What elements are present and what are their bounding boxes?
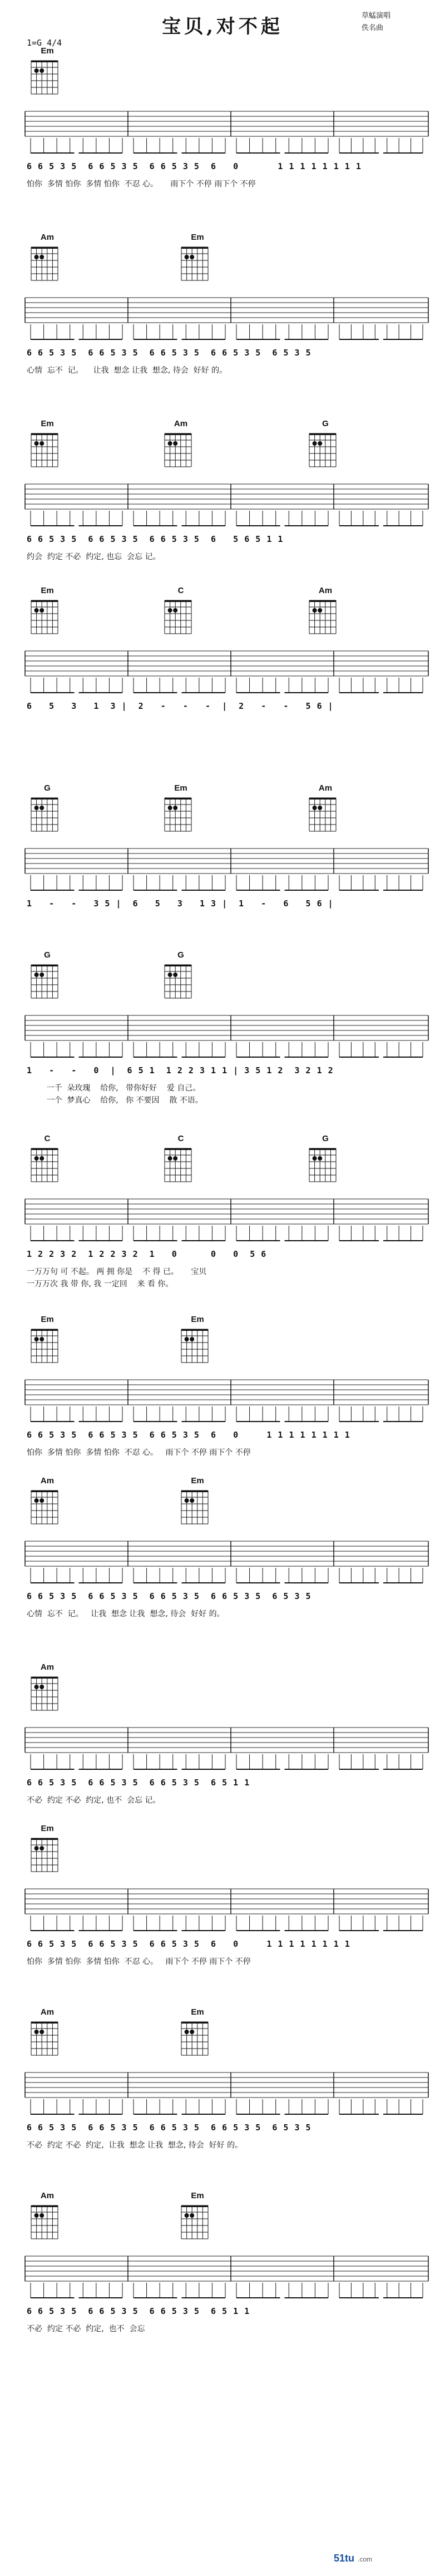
score-system xyxy=(0,1472,445,1658)
jianpu-line: 6 6 5 3 5 6 6 5 3 5 6 6 5 3 5 6 0 1 1 1 1 1 1 1 1 xyxy=(27,1939,350,1949)
chord-diagram xyxy=(172,2007,222,2017)
chord-grid xyxy=(31,1838,58,1872)
chord-name: G xyxy=(44,950,51,960)
chord-diagram xyxy=(300,1134,350,1144)
jianpu-line: 6 6 5 3 5 6 6 5 3 5 6 6 5 3 5 6 6 5 3 5 6 5 3 5 xyxy=(27,2123,312,2133)
chord-grid xyxy=(181,1491,208,1524)
chord-name: C xyxy=(177,1134,184,1143)
chord-diagram xyxy=(300,783,350,793)
chord-diagram xyxy=(172,1476,222,1486)
chord-name: G xyxy=(322,1134,329,1143)
chord-diagram xyxy=(156,586,206,596)
score-system xyxy=(0,1310,445,1472)
chord-grid xyxy=(31,2022,58,2055)
system-notation xyxy=(0,2003,445,2187)
chord-name: Am xyxy=(40,1662,55,1672)
tab-staff xyxy=(25,1015,428,1057)
chord-diagram xyxy=(22,419,72,429)
lyric-line: 不必 约定 不必 约定, 也不 会忘 记。 xyxy=(27,1796,161,1805)
chord-grid xyxy=(165,433,191,467)
tab-staff xyxy=(25,484,428,526)
jianpu-line: 6 6 5 3 5 6 6 5 3 5 6 6 5 3 5 6 6 5 3 5 6 5 3 5 xyxy=(27,348,312,358)
chord-grid xyxy=(309,798,336,831)
chord-grid xyxy=(31,798,58,831)
lyric-line: 约会 约定 不必 约定, 也忘 会忘 记。 xyxy=(27,552,161,561)
chord-diagram xyxy=(22,1134,72,1144)
jianpu-line: 6 6 5 3 5 6 6 5 3 5 6 6 5 3 5 6 0 1 1 1 1 1 1 1 1 xyxy=(27,161,362,171)
system-notation xyxy=(0,581,445,768)
chord-grid xyxy=(309,600,336,634)
chord-name: Am xyxy=(40,233,55,242)
chord-grid xyxy=(181,2022,208,2055)
jianpu-line: 6 6 5 3 5 6 6 5 3 5 6 6 5 3 5 6 5 1 1 xyxy=(27,2306,250,2316)
system-notation xyxy=(0,228,445,414)
chord-diagram xyxy=(22,1824,72,1834)
chord-grid xyxy=(31,1148,58,1182)
chord-grid xyxy=(309,433,336,467)
chord-name: Em xyxy=(174,783,187,793)
jianpu-line: 1 - - 0 | 6 5 1 1 2 2 3 1 1 | 3 5 1 2 3 2 1 2 xyxy=(27,1065,334,1075)
chord-diagram xyxy=(22,1476,72,1486)
chord-diagram xyxy=(22,2007,72,2017)
chord-name: Em xyxy=(41,46,54,56)
chord-diagram xyxy=(156,1134,206,1144)
chord-diagram xyxy=(22,233,72,243)
chord-grid xyxy=(31,1491,58,1524)
credit-line-composer: 佚名曲 xyxy=(362,24,384,32)
score-system xyxy=(0,2003,445,2187)
key-signature: 1=G 4/4 xyxy=(27,38,62,48)
score-system xyxy=(0,414,445,581)
lyric-line: 怕你 多情 怕你 多情 怕你 不忍 心。 雨下个 不停 雨下个 不停 xyxy=(27,1957,251,1966)
chord-name: C xyxy=(177,586,184,595)
chord-name: G xyxy=(44,783,51,793)
chord-diagram xyxy=(172,2191,222,2201)
chord-diagram xyxy=(22,1662,72,1672)
score-system xyxy=(0,946,445,1129)
song-title: 宝贝,对不起 xyxy=(162,16,283,38)
chord-name: Am xyxy=(318,783,333,793)
site-watermark xyxy=(334,2553,372,2564)
score-system xyxy=(0,1658,445,1819)
watermark-brand: 51tu xyxy=(334,2553,355,2564)
chord-name: Am xyxy=(40,2007,55,2017)
score-system xyxy=(0,228,445,414)
tab-staff xyxy=(25,111,428,153)
chord-grid xyxy=(31,247,58,280)
score-system xyxy=(0,581,445,768)
chord-grid xyxy=(165,798,191,831)
jianpu-line: 6 5 3 1 3 | 2 - - - | 2 - - 5 6 | xyxy=(27,701,334,711)
chord-name: G xyxy=(177,950,184,960)
score-system xyxy=(0,1819,445,2003)
chord-grid xyxy=(31,2205,58,2239)
lyric-line: 心情 忘不 记。 让我 想念 让我 想念, 待会 好好 的。 xyxy=(27,1610,225,1618)
chord-grid xyxy=(181,1329,208,1363)
chord-grid xyxy=(165,600,191,634)
system-notation xyxy=(0,1819,445,2003)
score-system xyxy=(0,42,445,228)
jianpu-line: 1 2 2 3 2 1 2 2 3 2 1 0 0 0 5 6 xyxy=(27,1249,267,1259)
chord-diagram xyxy=(22,950,72,960)
lyric-line: 怕你 多情 怕你 多情 怕你 不忍 心。 雨下个 不停 雨下个 不停 xyxy=(27,1448,251,1457)
chord-diagram xyxy=(22,1315,72,1325)
tab-staff xyxy=(25,298,428,339)
chord-grid xyxy=(309,1148,336,1182)
watermark-domain: .com xyxy=(358,2555,373,2563)
lyric-line: 怕你 多情 怕你 多情 怕你 不忍 心。 雨下个 不停 雨下个 不停 xyxy=(27,180,256,189)
lyric-line: 一万万次 我 带 你, 我 一定回 来 看 你。 xyxy=(27,1280,174,1289)
lyric-line: 不必 约定 不必 约定, 也不 会忘 xyxy=(27,2325,145,2333)
chord-name: Am xyxy=(40,1476,55,1486)
system-notation xyxy=(0,779,445,946)
score-system xyxy=(0,1129,445,1310)
score-system xyxy=(0,2187,445,2370)
chord-diagram xyxy=(300,586,350,596)
system-notation xyxy=(0,2187,445,2370)
chord-diagram xyxy=(156,783,206,793)
chord-diagram xyxy=(172,233,222,243)
chord-grid xyxy=(181,247,208,280)
jianpu-line: 1 - - 3 5 | 6 5 3 1 3 | 1 - 6 5 6 | xyxy=(27,899,334,909)
chord-name: Em xyxy=(41,1315,54,1324)
score-system xyxy=(0,779,445,946)
chord-grid xyxy=(31,1677,58,1710)
chord-name: Em xyxy=(191,1476,204,1486)
chord-diagram xyxy=(22,783,72,793)
chord-name: Am xyxy=(40,2191,55,2200)
chord-name: G xyxy=(322,419,329,428)
chord-grid xyxy=(165,965,191,998)
jianpu-line: 6 6 5 3 5 6 6 5 3 5 6 6 5 3 5 6 6 5 3 5 6 5 3 5 xyxy=(27,1591,312,1601)
chord-diagram xyxy=(22,46,72,56)
chord-name: Em xyxy=(191,1315,204,1324)
tab-staff xyxy=(25,2072,428,2114)
tab-staff xyxy=(25,1199,428,1241)
chord-grid xyxy=(31,600,58,634)
chord-name: Em xyxy=(191,2007,204,2017)
lyric-line: 心情 忘不 记。 让我 想念 让我 想念, 待会 好好 的。 xyxy=(27,366,228,375)
tab-staff xyxy=(25,651,428,693)
chord-name: Am xyxy=(174,419,188,428)
chord-name: Em xyxy=(41,586,54,595)
lyric-line: 一千 朵玫瑰 给你, 带你好好 爱 自己。 xyxy=(27,1084,201,1093)
lyric-line: 一万万句 可 不起。 两 拥 你是 不 得 已。 宝贝 xyxy=(27,1267,207,1276)
lyric-line: 一个 梦真心 给你, 你 不要因 散 不语。 xyxy=(27,1096,203,1105)
chord-grid xyxy=(31,1329,58,1363)
system-notation xyxy=(0,42,445,228)
chord-diagram xyxy=(22,586,72,596)
chord-grid xyxy=(165,1148,191,1182)
chord-grid xyxy=(31,433,58,467)
chord-grid xyxy=(181,2205,208,2239)
tab-staff xyxy=(25,1889,428,1931)
chord-diagram xyxy=(22,2191,72,2201)
tab-staff xyxy=(25,1380,428,1422)
chord-diagram xyxy=(156,419,206,429)
credit-line-singer: 草蜢演唱 xyxy=(362,12,391,20)
tab-staff xyxy=(25,848,428,890)
chord-name: Em xyxy=(191,233,204,242)
chord-diagram xyxy=(172,1315,222,1325)
chord-grid xyxy=(31,61,58,94)
tab-staff xyxy=(25,2256,428,2298)
chord-name: Am xyxy=(318,586,333,595)
system-notation xyxy=(0,1472,445,1658)
chord-grid xyxy=(31,965,58,998)
chord-name: Em xyxy=(41,1824,54,1833)
jianpu-line: 6 6 5 3 5 6 6 5 3 5 6 6 5 3 5 6 5 6 5 1 1 xyxy=(27,534,284,544)
chord-name: Em xyxy=(191,2191,204,2200)
chord-diagram xyxy=(156,950,206,960)
tab-staff xyxy=(25,1728,428,1769)
chord-name: Em xyxy=(41,419,54,428)
lyric-line: 不必 约定 不必 约定, 让我 想念 让我 想念, 待会 好好 的。 xyxy=(27,2141,243,2150)
jianpu-line: 6 6 5 3 5 6 6 5 3 5 6 6 5 3 5 6 0 1 1 1 1 1 1 1 1 xyxy=(27,1430,350,1440)
jianpu-line: 6 6 5 3 5 6 6 5 3 5 6 6 5 3 5 6 5 1 1 xyxy=(27,1778,250,1788)
chord-name: C xyxy=(44,1134,51,1143)
chord-diagram xyxy=(300,419,350,429)
credits xyxy=(362,10,390,34)
tab-staff xyxy=(25,1541,428,1583)
